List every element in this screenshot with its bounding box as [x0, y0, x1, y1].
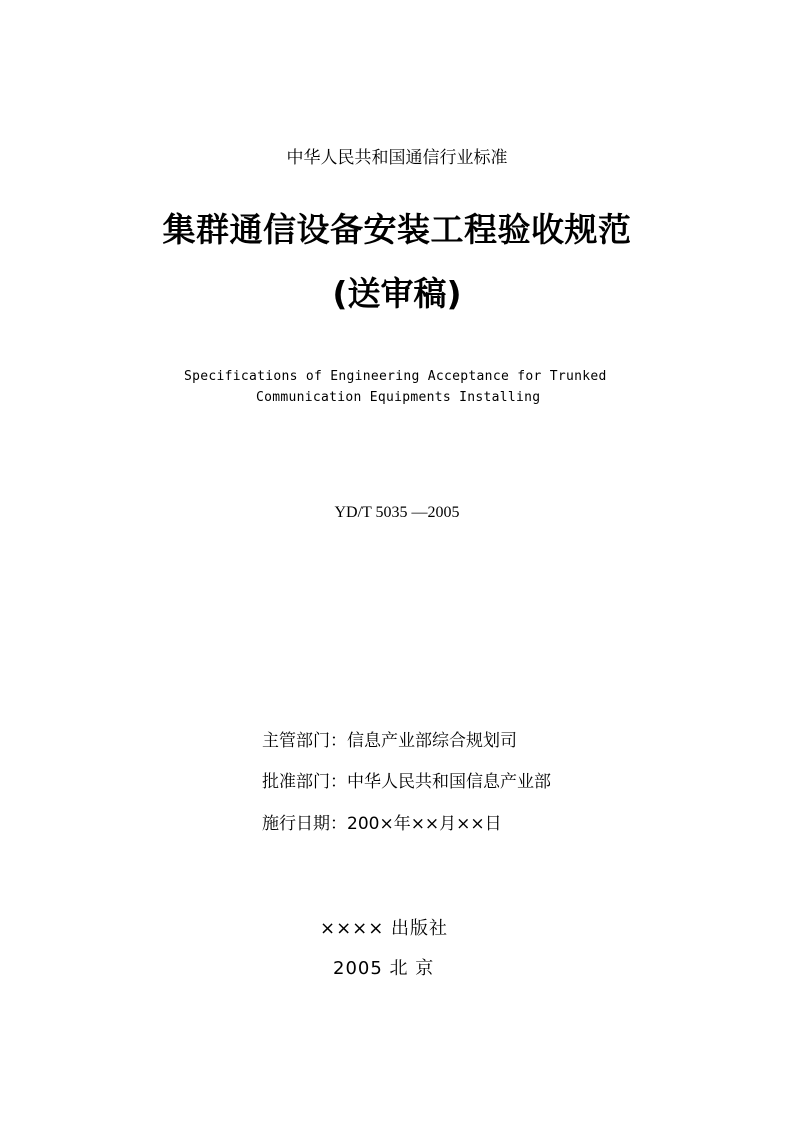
english-title-line-2: Communication Equipments Installing	[256, 390, 541, 405]
publisher-line: ×××× 出版社	[320, 918, 449, 939]
implementation-date: 施行日期：200×年××月××日	[262, 814, 502, 834]
document-subtitle: (送审稿)	[332, 274, 462, 313]
standard-number: YD/T 5035 —2005	[334, 504, 460, 521]
supervising-department: 主管部门：信息产业部综合规划司	[262, 731, 517, 751]
document-title: 集群通信设备安装工程验收规范	[162, 210, 632, 249]
english-title-line-1: Specifications of Engineering Acceptance for Trunked	[184, 369, 607, 384]
issuer-line: 中华人民共和国通信行业标准	[286, 148, 508, 168]
approving-department: 批准部门：中华人民共和国信息产业部	[262, 772, 551, 792]
place-year-line: 2005 北 京	[333, 958, 435, 979]
